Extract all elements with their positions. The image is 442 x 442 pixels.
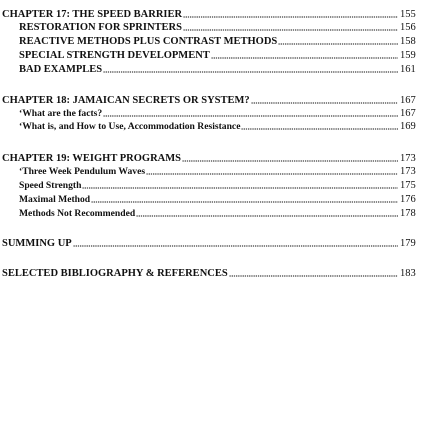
toc-entry-title: Speed Strength	[19, 180, 82, 191]
toc-entry	[0, 178, 422, 191]
toc-entry-page: 175	[400, 180, 416, 191]
toc-entry-page: 155	[400, 9, 416, 20]
toc-entry-page: 176	[400, 194, 416, 205]
toc-entry-title: ‘What is, and How to Use, Accommodation Resistance	[19, 121, 241, 132]
toc-entry-page: 158	[400, 36, 416, 47]
toc-entry-title: SPECIAL STRENGTH DEVELOPMENT	[19, 50, 210, 61]
dot-leader	[91, 197, 398, 203]
toc-entry-title: Methods Not Recommended	[19, 208, 136, 219]
toc-entry-page: 167	[400, 108, 416, 119]
toc-entry-page: 173	[400, 166, 416, 177]
toc-entry-title: REACTIVE METHODS PLUS CONTRAST METHODS	[19, 36, 278, 47]
dot-leader	[183, 25, 398, 31]
toc-entry-title: RESTORATION FOR SPRINTERS	[19, 22, 182, 33]
toc-entry-page: 169	[400, 121, 416, 132]
dot-leader	[82, 183, 398, 189]
toc-entry	[0, 192, 422, 205]
toc-entry-page: 159	[400, 50, 416, 61]
toc-entry	[0, 20, 422, 33]
toc-bibliography	[0, 266, 422, 279]
toc-entry-title: CHAPTER 19: WEIGHT PROGRAMS	[2, 153, 182, 164]
toc-entry-title: BAD EXAMPLES	[19, 64, 103, 75]
dot-leader	[146, 169, 398, 175]
toc-entry-page: 156	[400, 22, 416, 33]
dot-leader	[241, 124, 398, 130]
toc-entry-page: 167	[400, 95, 416, 106]
dot-leader	[183, 12, 398, 18]
toc-chapter-19	[0, 151, 422, 164]
toc-entry	[0, 119, 422, 132]
toc-entry-page: 183	[400, 268, 416, 279]
toc-entry-title: ‘Three Week Pendulum Waves	[19, 166, 146, 177]
toc-entry-title: Maximal Method	[19, 194, 91, 205]
dot-leader	[182, 156, 398, 162]
toc-entry	[0, 48, 422, 61]
dot-leader	[251, 98, 398, 104]
toc-entry	[0, 106, 422, 119]
dot-leader	[211, 53, 398, 59]
toc-entry-page: 178	[400, 208, 416, 219]
dot-leader	[229, 271, 398, 277]
dot-leader	[103, 67, 398, 73]
dot-leader	[278, 39, 398, 45]
toc-entry-title: CHAPTER 18: JAMAICAN SECRETS OR SYSTEM?	[2, 95, 250, 106]
toc-entry-title: SUMMING UP	[2, 238, 72, 249]
toc-entry-page: 173	[400, 153, 416, 164]
toc-summing-up	[0, 236, 422, 249]
toc-entry-title: CHAPTER 17: THE SPEED BARRIER	[2, 9, 183, 20]
dot-leader	[136, 211, 398, 217]
toc-chapter-18	[0, 93, 422, 106]
toc-entry-page: 179	[400, 238, 416, 249]
toc-entry	[0, 164, 422, 177]
toc-chapter-17	[0, 7, 422, 20]
dot-leader	[103, 111, 398, 117]
toc-entry	[0, 206, 422, 219]
toc-entry-title: ‘What are the facts?	[19, 108, 103, 119]
toc-entry-title: SELECTED BIBLIOGRAPHY & REFERENCES	[2, 268, 228, 279]
dot-leader	[73, 241, 398, 247]
toc-entry-page: 161	[400, 64, 416, 75]
toc-entry	[0, 62, 422, 75]
toc-entry	[0, 34, 422, 47]
